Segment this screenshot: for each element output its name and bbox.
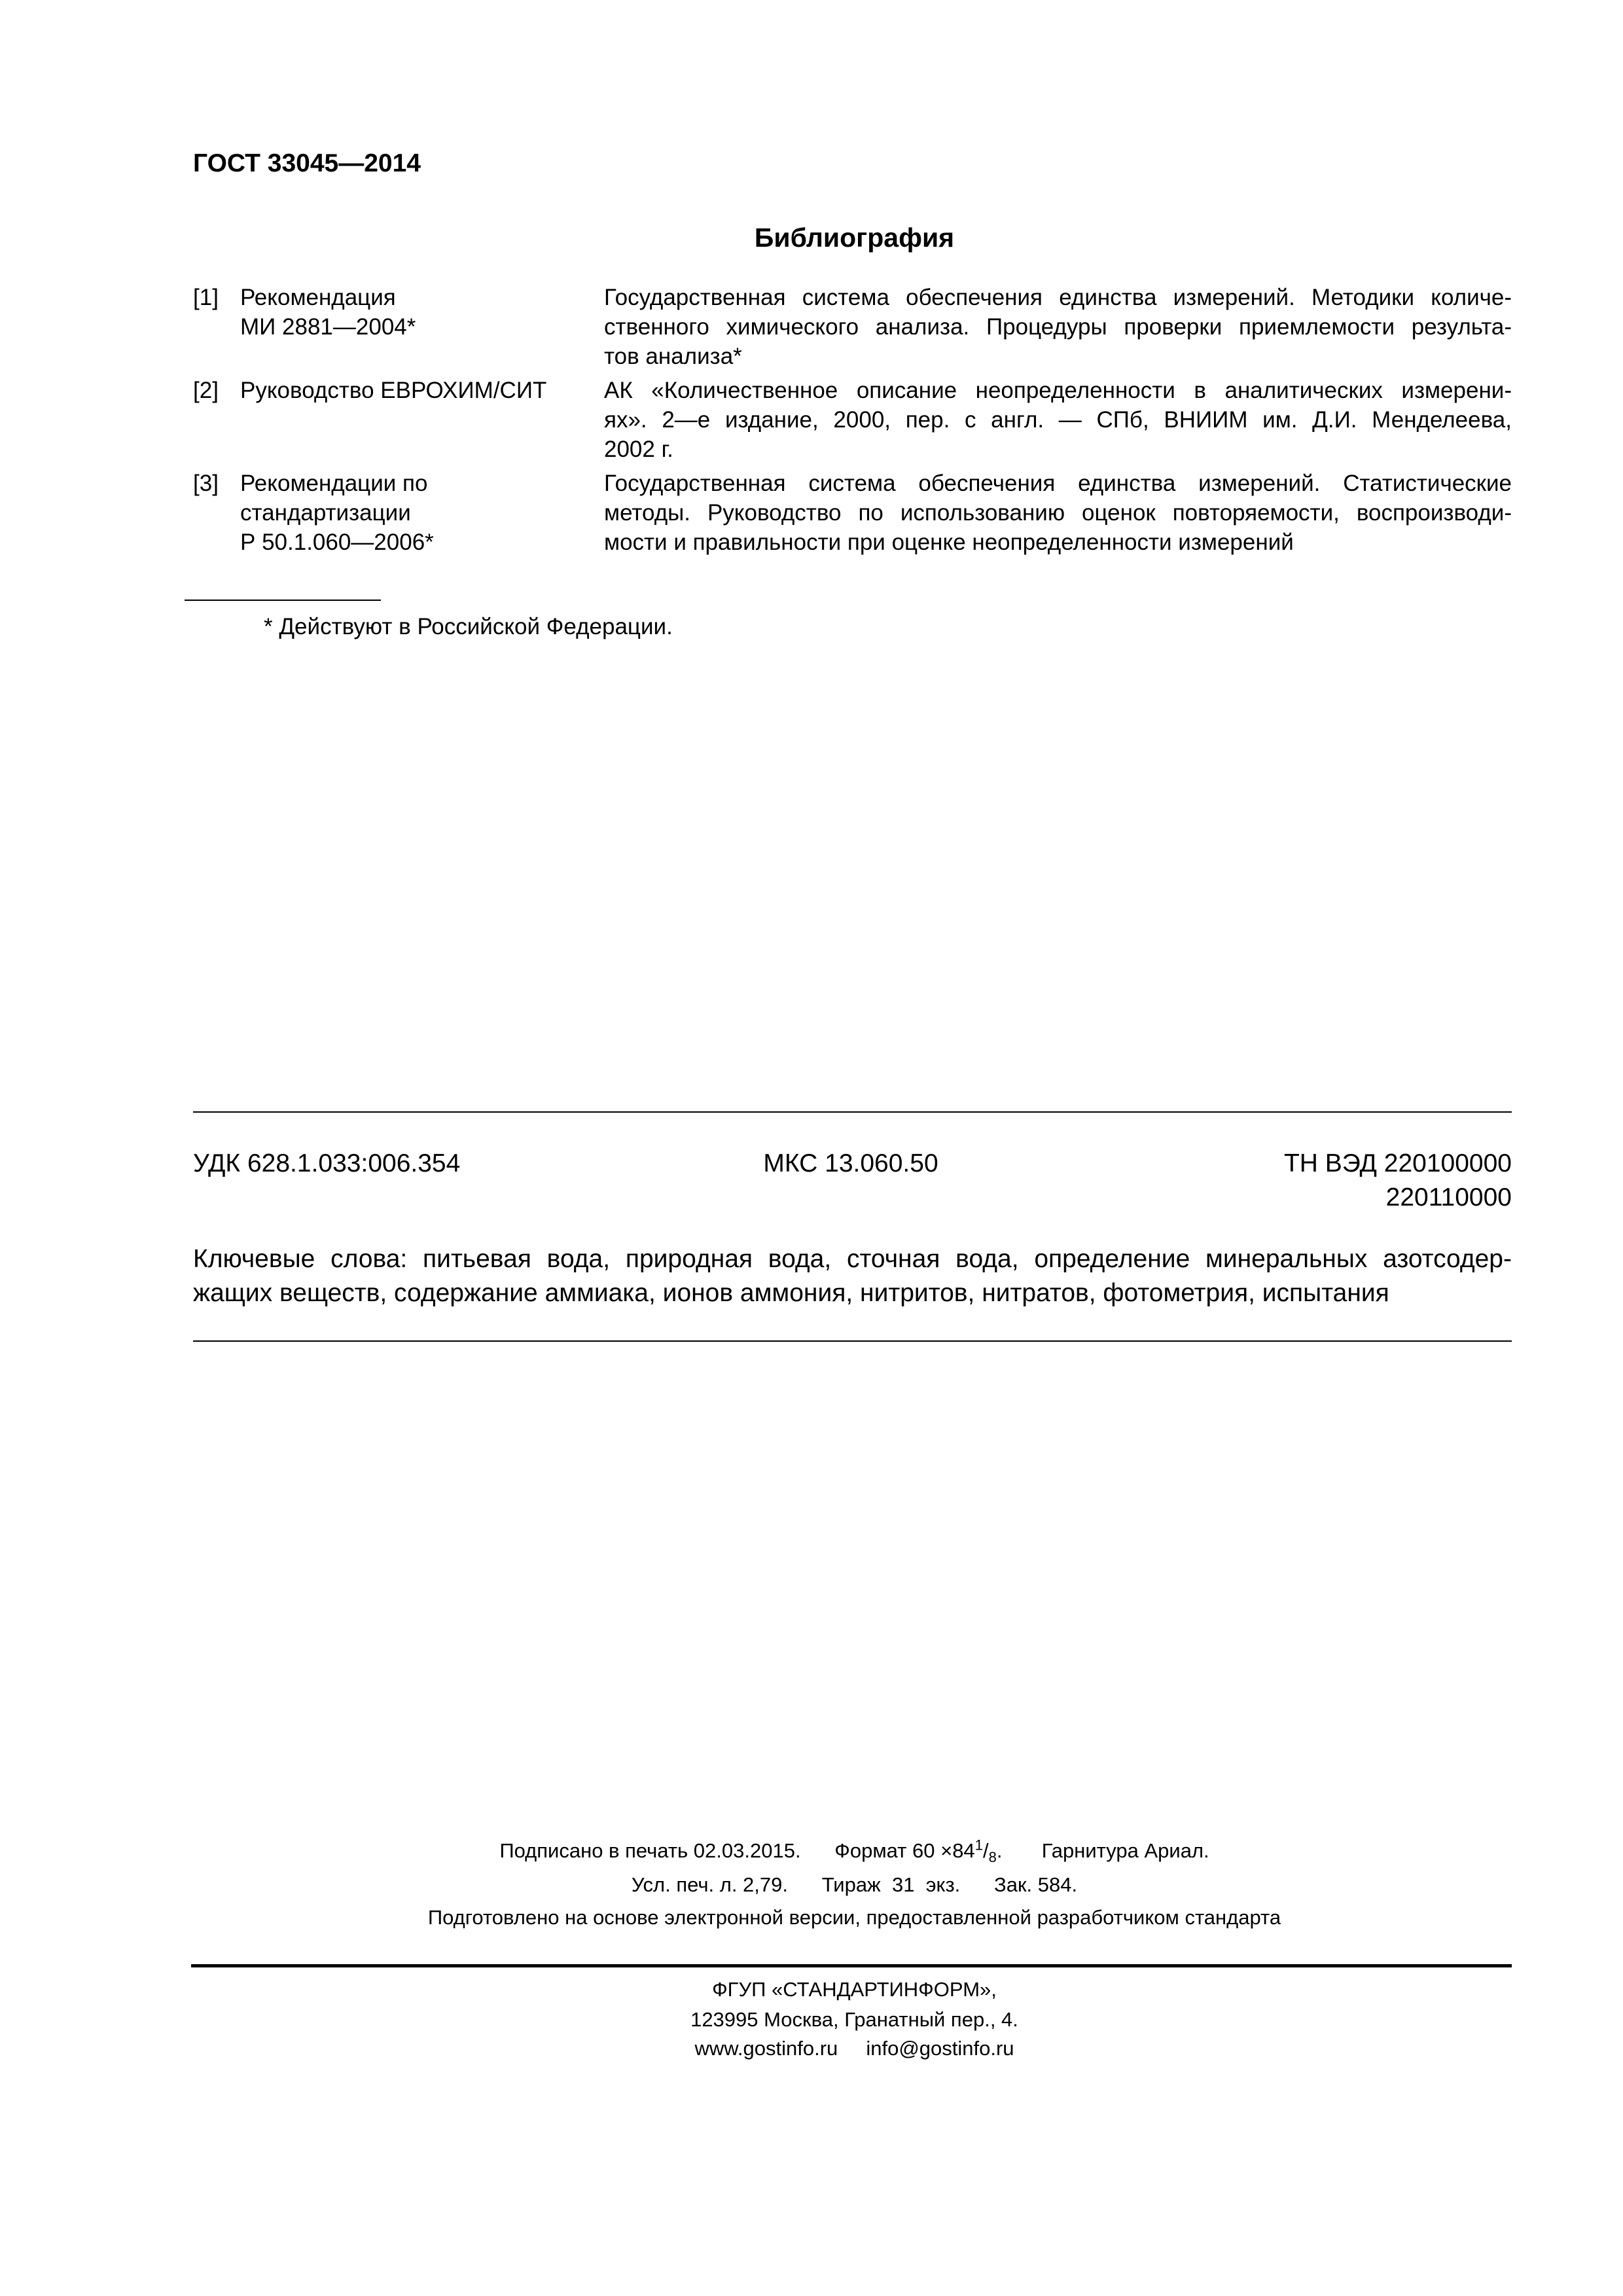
publisher-name: ФГУП «СТАНДАРТИНФОРМ», bbox=[712, 1978, 997, 2001]
entry-number: [2] bbox=[193, 378, 219, 403]
entry-number: [1] bbox=[193, 285, 219, 310]
order-number: Зак. 584. bbox=[993, 1873, 1078, 1896]
keywords-bottom-rule bbox=[193, 1340, 1512, 1342]
document-id: ГОСТ 33045—2014 bbox=[193, 149, 421, 177]
entry-source: Руководство ЕВРОХИМ/СИТ bbox=[240, 378, 547, 403]
entry-description: Государственная система обеспечения единства измерений. Методики количе- ственного химического анализа. Процедуры проверки приемлемости результа- тов анализа* bbox=[604, 285, 1512, 369]
typeface: Гарнитура Ариал. bbox=[1041, 1839, 1209, 1862]
bibliography-title: Библиография bbox=[754, 223, 955, 253]
publisher-address: 123995 Москва, Гранатный пер., 4. bbox=[690, 2008, 1018, 2031]
classification-top-rule bbox=[193, 1111, 1512, 1113]
publisher-email-link[interactable]: info@gostinfo.ru bbox=[866, 2037, 1014, 2060]
udk-code: УДК 628.1.033:006.354 bbox=[193, 1149, 461, 1177]
paper-format: Формат $60 \times 84^1/_8$. bbox=[834, 1837, 1003, 1866]
entry-number: [3] bbox=[193, 471, 219, 496]
publisher-contacts bbox=[0, 2037, 1623, 2060]
publisher-website-link[interactable]: www.gostinfo.ru bbox=[694, 2037, 838, 2060]
footnote-divider bbox=[185, 600, 381, 601]
imprint-line-1 bbox=[0, 1837, 1623, 1866]
entry-source: Рекомендация МИ 2881—2004* bbox=[240, 285, 416, 340]
entry-description: АК «Количественное описание неопределенности в аналитических измерени- ях». 2—е издание, 2000, пер. с англ. — СПб, ВНИИМ им. Д.И. Менделеева, 2002 г. bbox=[604, 378, 1512, 462]
imprint-line-2 bbox=[0, 1873, 1623, 1897]
imprint-prepared-note: Подготовлено на основе электронной версии, предоставленной разработчиком стандарта bbox=[427, 1906, 1281, 1929]
print-run: Тираж 31 экз. bbox=[821, 1873, 961, 1896]
signed-date: Подписано в печать 02.03.2015. bbox=[499, 1839, 801, 1862]
publisher-divider bbox=[191, 1964, 1512, 1967]
keywords: Ключевые слова: питьевая вода, природная вода, сточная вода, определение минеральных азотсодер- жащих веществ, содержание аммиака, ионов аммония, нитритов, нитратов, фотометрия, испытания bbox=[193, 1245, 1512, 1307]
mks-code: МКС 13.060.50 bbox=[763, 1149, 938, 1177]
tn-ved-codes: ТН ВЭД 220100000 220110000 bbox=[1283, 1149, 1512, 1211]
entry-description: Государственная система обеспечения единства измерений. Статистические методы. Руководство по использованию оценок повторяемости, воспроизводи- мости и правильности при оценке неопределенности измерений bbox=[604, 471, 1512, 555]
entry-source: Рекомендации по стандартизации Р 50.1.060—2006* bbox=[240, 471, 434, 555]
printed-sheets: Усл. печ. л. 2,79. bbox=[631, 1873, 788, 1896]
footnote: * Действуют в Российской Федерации. bbox=[264, 614, 673, 639]
